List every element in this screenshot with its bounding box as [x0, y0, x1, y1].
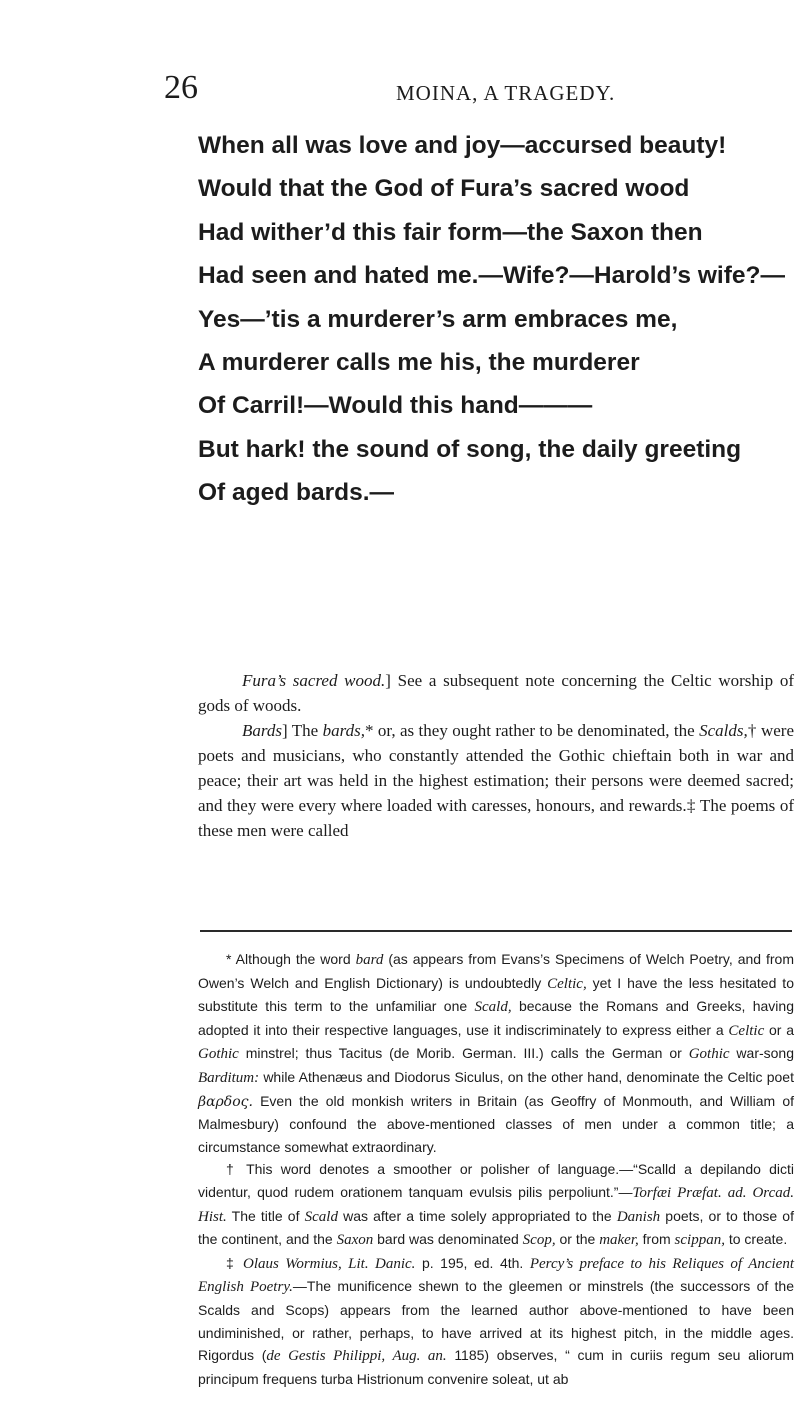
fn-text: * Although the word [226, 951, 356, 967]
note-text: * or, as they ought rather to be denominated, the [364, 721, 700, 740]
fn-text: The title of [226, 1207, 305, 1224]
fn-text: or the [555, 1231, 600, 1248]
footnotes [198, 948, 794, 1390]
fn-text: (as appears from Evans’s Specimens of Welch Poetry, and from Owen’s Welch and English Dictionary) is undoubtedly [198, 951, 795, 991]
fn-text: from [638, 1231, 675, 1248]
fn-italic: Scald [304, 1208, 338, 1225]
page-number: 26 [164, 69, 198, 106]
note-lemma: Fura’s sacred wood. [242, 671, 386, 690]
fn-italic: scippan, [674, 1232, 725, 1249]
note-bards [198, 718, 794, 843]
fn-text: p. 195, ed. 4th. [415, 1254, 530, 1271]
fn-italic: Gothic [688, 1046, 730, 1063]
fn-text: Even the old monkish writers in Britain (as Geoffry of Monmouth, and William of Malmesbury) confound the above-mentioned classes of men under a common title; a circumstance somewhat extraordinary. [198, 1092, 794, 1155]
verse-line: Yes—’tis a murderer’s arm embraces me, [198, 305, 678, 333]
footnote-dagger [198, 1158, 794, 1251]
fn-italic: Celtic [728, 1022, 765, 1039]
fn-text: while Athenæus and Diodorus Siculus, on the other hand, denominate the Celtic poet [259, 1068, 794, 1085]
footnote-divider [200, 930, 792, 932]
fn-italic: Danish [616, 1208, 661, 1225]
verse-line: Of Carril!—Would this hand——— [198, 392, 593, 420]
fn-text: † This word denotes a smoother or polisher of language.—“Scalld a depilando dicti videntur, quod rudem orationem tanquam evulsis pilis perpoliunt.”— [198, 1161, 794, 1200]
fn-italic: de Gestis Philippi, Aug. an. [266, 1348, 447, 1365]
fn-italic: Barditum: [198, 1069, 260, 1086]
fn-greek-word: βαρδος. [198, 1093, 253, 1110]
note-term-scalds: Scalds, [699, 721, 748, 740]
running-title: MOINA, A TRAGEDY. [396, 81, 616, 105]
note-text: ] The [282, 721, 323, 740]
verse-line: Would that the God of Fura’s sacred wood [198, 175, 690, 203]
verse-line: But hark! the sound of song, the daily greeting [198, 435, 742, 463]
fn-text: —The munificence shewn to the gleemen or minstrels (the successors of the Scalds and Scops) appears from the learned author above-mentioned to have been undiminished, or rather, perhaps, to have arrived at its highest pitch, in the middle ages. Rigordus ( [198, 1278, 794, 1364]
fn-text: to create. [724, 1231, 788, 1248]
fn-italic: Olaus Wormius, Lit. Danic. [242, 1255, 416, 1272]
running-head [0, 68, 800, 118]
verse-line: A murderer calls me his, the murderer [198, 349, 640, 377]
fn-italic: Scop, [522, 1232, 556, 1249]
commentary-notes [198, 668, 794, 843]
fn-italic: maker, [599, 1232, 639, 1249]
fn-italic: Torfæi Præfat. ad. Orcad. Hist. [198, 1184, 794, 1225]
verse-line: Of aged bards.— [198, 479, 395, 507]
fn-text: yet I have the less hesitated to substitute this term to the unfamiliar one [198, 974, 794, 1015]
footnote-asterisk [198, 948, 794, 1158]
fn-text: ‡ [226, 1254, 243, 1271]
fn-text: war-song [729, 1045, 795, 1062]
footnote-double-dagger [198, 1252, 794, 1391]
note-lemma: Bards [242, 721, 282, 740]
fn-text: 1185) observes, “ cum in curiis regum seu aliorum principum frequens turba Histrionum convenire soleat, ut ab [198, 1347, 794, 1387]
verse-line: Had wither’d this fair form—the Saxon then [198, 218, 703, 246]
fn-text: minstrel; thus Tacitus (de Morib. German. III.) calls the German or [238, 1045, 689, 1062]
fn-italic: bard [355, 952, 384, 968]
fn-italic: Percy’s preface to his Reliques of Ancient English Poetry. [198, 1255, 795, 1296]
note-term-bards: bards, [322, 721, 365, 740]
fn-text: bard was denominated [373, 1231, 523, 1248]
fn-italic: Gothic [198, 1046, 239, 1063]
verse-passage [198, 124, 798, 515]
note-text: ] See a subsequent note concerning the Celtic worship of gods of woods. [198, 671, 794, 715]
verse-line: Had seen and hated me.—Wife?—Harold’s wife?— [198, 262, 785, 290]
fn-text: poets, or to those of the continent, and the [198, 1207, 794, 1248]
note-fura-sacred-wood [198, 668, 794, 718]
fn-italic: Scald, [474, 999, 512, 1016]
note-text: † were poets and musicians, who constantly attended the Gothic chieftain both in war and peace; their art was held in the highest estimation; their persons were deemed sacred; and they were every where loaded with caresses, honours, and rewards.‡ The poems of these men were called [198, 721, 794, 840]
fn-text: because the Romans and Greeks, having adopted it into their respective languages, use it indiscriminately to express either a [198, 998, 794, 1038]
fn-text: or a [764, 1021, 795, 1038]
fn-italic: Saxon [336, 1232, 374, 1249]
fn-italic: Celtic, [547, 975, 587, 992]
fn-text: was after a time solely appropriated to the [337, 1207, 617, 1224]
verse-line: When all was love and joy—accursed beauty! [198, 132, 727, 159]
